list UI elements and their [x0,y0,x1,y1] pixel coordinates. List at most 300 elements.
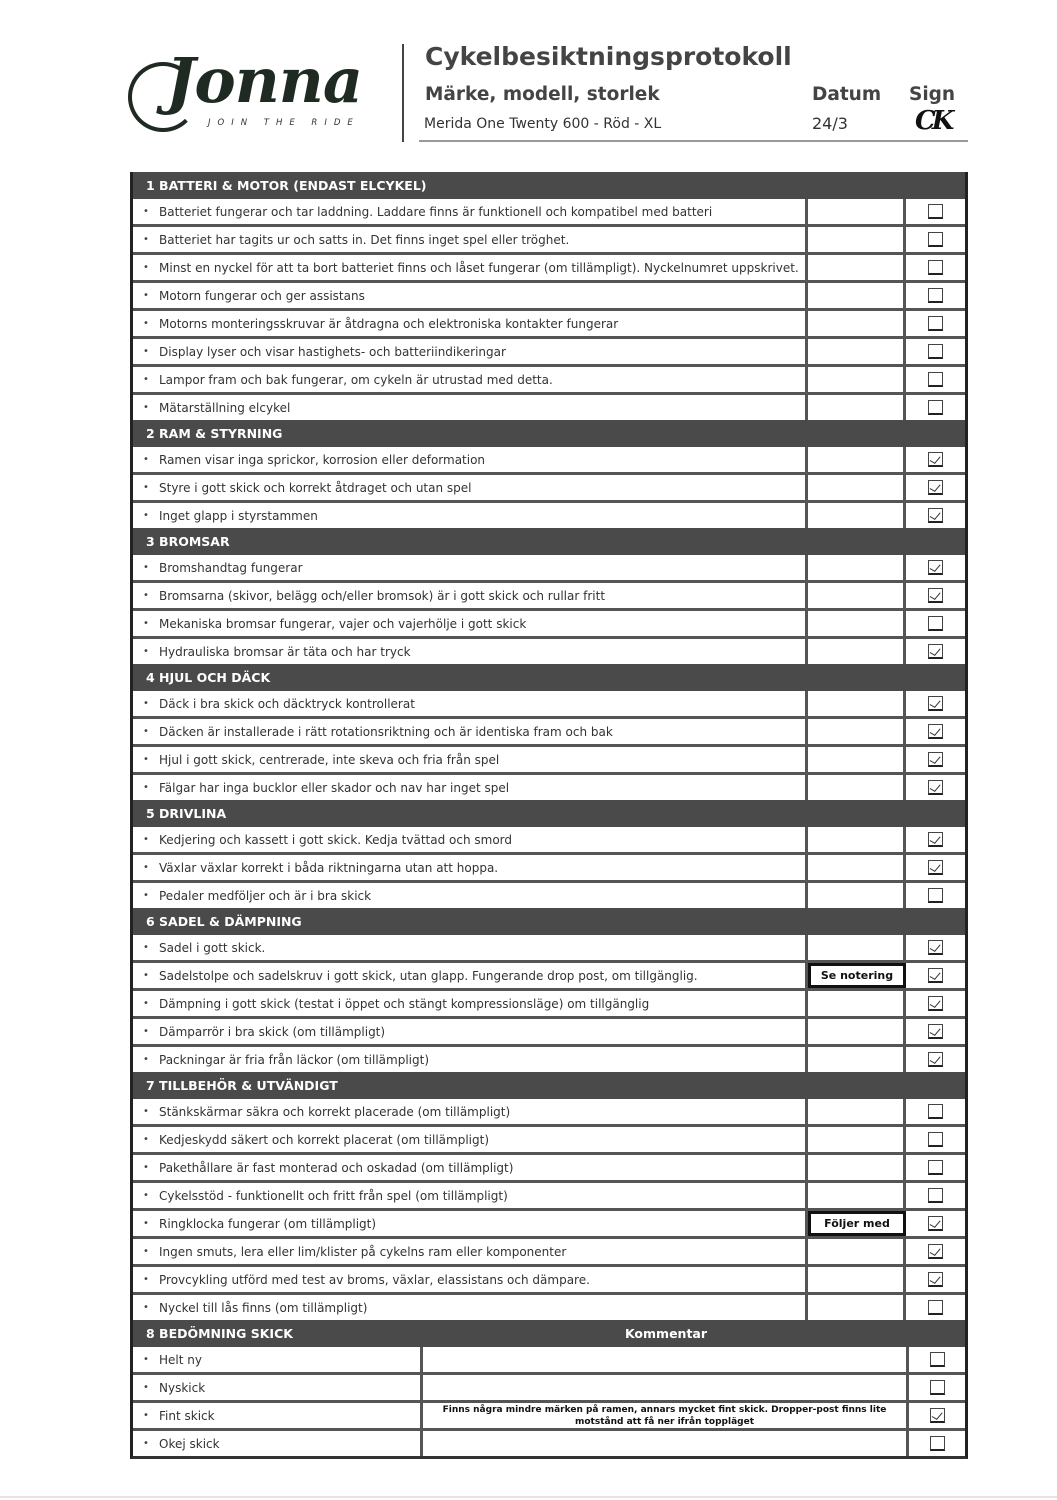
item-check-cell [906,1267,965,1292]
item-note[interactable] [808,447,906,472]
checkbox-icon[interactable] [930,1436,945,1451]
checked-checkbox-icon[interactable] [928,780,943,795]
item-text: Provcykling utförd med test av broms, växlar, elassistans och dämpare. [159,1272,590,1287]
item-text: Däck i bra skick och däcktryck kontrollerat [159,696,415,711]
assessment-row [133,1372,965,1400]
brand-value: Merida One Twenty 600 - Röd - XL [424,116,662,132]
item-text: Nyckel till lås finns (om tillämpligt) [159,1300,368,1315]
item-text: Minst en nyckel för att ta bort batteriet finns och låset fungerar (om tillämpligt). Nyckelnumret uppskrivet. [159,260,799,275]
item-text: Batteriet fungerar och tar laddning. Laddare finns är funktionell och kompatibel med batteri [159,204,713,219]
checklist-row [133,364,965,392]
item-description [133,1019,808,1044]
item-note[interactable] [808,855,906,880]
bullet-icon: • [143,1218,149,1229]
item-check-cell [906,555,965,580]
item-description [133,883,808,908]
bullet-icon: • [143,1302,149,1313]
bullet-icon: • [143,1190,149,1201]
checkbox-icon[interactable] [928,232,943,247]
bullet-icon: • [143,1054,149,1065]
bullet-icon: • [143,834,149,845]
logo-wordmark: Jonna [166,44,363,117]
checkbox-icon[interactable] [928,1160,943,1175]
header-divider [402,44,404,142]
checked-checkbox-icon[interactable] [928,560,943,575]
item-note[interactable] [808,691,906,716]
item-description [133,1375,423,1400]
item-check-cell [906,775,965,800]
item-note[interactable] [808,555,906,580]
item-check-cell [906,367,965,392]
checklist-row [133,280,965,308]
bullet-icon: • [143,1382,149,1393]
logo [128,42,383,142]
checkbox-icon[interactable] [928,1104,943,1119]
item-text: Fint skick [159,1408,215,1423]
date-value: 24/3 [812,114,848,133]
section-title: 5 DRIVLINA [146,806,227,821]
checklist-row [133,472,965,500]
comment-field[interactable]: Finns några mindre märken på ramen, annars mycket fint skick. Dropper-post finns lite motstånd att få ner ifrån toppläget [423,1403,909,1428]
item-description [133,339,808,364]
item-note[interactable] [808,935,906,960]
checked-checkbox-icon[interactable] [928,832,943,847]
item-text: Lampor fram och bak fungerar, om cykeln är utrustad med detta. [159,372,553,387]
item-description [133,719,808,744]
checked-checkbox-icon[interactable] [928,860,943,875]
checklist-row [133,580,965,608]
checklist-row [133,1016,965,1044]
bullet-icon: • [143,262,149,273]
checkbox-icon[interactable] [930,1352,945,1367]
bullet-icon: • [143,346,149,357]
section-header [133,172,965,199]
item-text: Stänkskärmar säkra och korrekt placerade (om tillämpligt) [159,1104,511,1119]
item-text: Display lyser och visar hastighets- och batteriindikeringar [159,344,506,359]
item-description [133,747,808,772]
item-text: Hjul i gott skick, centrerade, inte skeva och fria från spel [159,752,500,767]
section-header [133,800,965,827]
item-note[interactable] [808,611,906,636]
checklist-row [133,1236,965,1264]
bullet-icon: • [143,1162,149,1173]
bullet-icon: • [143,970,149,981]
bullet-icon: • [143,402,149,413]
bullet-icon: • [143,1106,149,1117]
bullet-icon: • [143,1354,149,1365]
item-text: Inget glapp i styrstammen [159,508,318,523]
checklist-row [133,199,965,224]
bullet-icon: • [143,234,149,245]
item-check-cell [906,395,965,420]
assessment-row [133,1400,965,1428]
checkbox-icon[interactable] [928,372,943,387]
signature: CK [915,106,951,136]
bullet-icon: • [143,510,149,521]
checklist-row [133,392,965,420]
checked-checkbox-icon[interactable] [928,1244,943,1259]
checked-checkbox-icon[interactable] [928,996,943,1011]
item-description [133,199,808,224]
checkbox-icon[interactable] [928,316,943,331]
item-description [133,555,808,580]
bullet-icon: • [143,562,149,573]
checkbox-icon[interactable] [928,260,943,275]
item-check-cell [906,583,965,608]
checklist-row [133,500,965,528]
item-text: Hydrauliska bromsar är täta och har tryck [159,644,411,659]
item-description [133,855,808,880]
header-underline [419,140,968,142]
item-text: Kedjeskydd säkert och korrekt placerat (om tillämpligt) [159,1132,489,1147]
item-description [133,1211,808,1236]
checklist-row [133,852,965,880]
bullet-icon: • [143,618,149,629]
checked-checkbox-icon[interactable] [928,696,943,711]
item-check-cell [909,1375,965,1400]
item-text: Dämparrör i bra skick (om tillämpligt) [159,1024,386,1039]
section-header [133,1320,965,1347]
checkbox-icon[interactable] [928,400,943,415]
item-check-cell [906,1211,965,1236]
item-note[interactable] [808,1183,906,1208]
item-check-cell [906,339,965,364]
bullet-icon: • [143,726,149,737]
item-check-cell [906,311,965,336]
checklist-row [133,827,965,852]
bullet-icon: • [143,698,149,709]
item-check-cell [906,719,965,744]
item-text: Ramen visar inga sprickor, korrosion eller deformation [159,452,486,467]
item-check-cell [906,1295,965,1320]
checked-checkbox-icon[interactable] [928,1024,943,1039]
item-check-cell [906,1155,965,1180]
bullet-icon: • [143,646,149,657]
checkbox-icon[interactable] [928,1188,943,1203]
item-note[interactable] [808,1099,906,1124]
item-check-cell [906,611,965,636]
section-header [133,908,965,935]
checkbox-icon[interactable] [930,1380,945,1395]
section-title: 2 RAM & STYRNING [146,426,283,441]
item-note[interactable] [808,1239,906,1264]
bullet-icon: • [143,782,149,793]
item-description [133,1239,808,1264]
item-description [133,1047,808,1072]
checked-checkbox-icon[interactable] [930,1408,945,1423]
item-check-cell [906,935,965,960]
item-check-cell [906,747,965,772]
assessment-row [133,1428,965,1456]
checked-checkbox-icon[interactable] [928,1272,943,1287]
bullet-icon: • [143,890,149,901]
item-note[interactable]: Följer med [808,1211,906,1236]
item-description [133,935,808,960]
item-check-cell [906,475,965,500]
item-text: Sadel i gott skick. [159,940,266,955]
checklist-row [133,447,965,472]
bullet-icon: • [143,1410,149,1421]
bullet-icon: • [143,862,149,873]
item-text: Okej skick [159,1436,220,1451]
section-title: 7 TILLBEHÖR & UTVÄNDIGT [146,1078,338,1093]
item-text: Batteriet har tagits ur och satts in. Det finns inget spel eller tröghet. [159,232,570,247]
item-note[interactable] [808,1019,906,1044]
item-description [133,583,808,608]
item-description [133,827,808,852]
checklist-row [133,880,965,908]
bullet-icon: • [143,1274,149,1285]
item-text: Ringklocka fungerar (om tillämpligt) [159,1216,377,1231]
item-note[interactable] [808,1047,906,1072]
item-description [133,611,808,636]
item-note[interactable] [808,1155,906,1180]
comment-header: Kommentar [624,1326,708,1341]
sign-label: Sign [909,84,956,105]
section-title: 4 HJUL OCH DÄCK [146,670,271,685]
item-check-cell [906,199,965,224]
checklist-row [133,608,965,636]
item-text: Pedaler medföljer och är i bra skick [159,888,372,903]
checkbox-icon[interactable] [928,1132,943,1147]
item-note[interactable]: Se notering [808,963,906,988]
item-text: Pakethållare är fast monterad och oskadad (om tillämpligt) [159,1160,514,1175]
bullet-icon: • [143,374,149,385]
checked-checkbox-icon[interactable] [928,1052,943,1067]
checklist-row [133,1292,965,1320]
item-check-cell [906,855,965,880]
checked-checkbox-icon[interactable] [928,644,943,659]
item-check-cell [906,1047,965,1072]
item-text: Helt ny [159,1352,202,1367]
checked-checkbox-icon[interactable] [928,508,943,523]
item-description [133,1295,808,1320]
item-check-cell [906,503,965,528]
item-note[interactable] [808,1127,906,1152]
checklist-row [133,1124,965,1152]
bullet-icon: • [143,754,149,765]
item-text: Cykelsstöd - funktionellt och fritt från spel (om tillämpligt) [159,1188,508,1203]
item-description [133,963,808,988]
checkbox-icon[interactable] [928,344,943,359]
item-check-cell [906,1183,965,1208]
item-text: Packningar är fria från läckor (om tillämpligt) [159,1052,430,1067]
checked-checkbox-icon[interactable] [928,588,943,603]
item-note[interactable] [808,883,906,908]
item-note[interactable] [808,1295,906,1320]
item-note[interactable] [808,991,906,1016]
section-title: 3 BROMSAR [146,534,230,549]
comment-field[interactable] [423,1431,909,1456]
item-check-cell [906,639,965,664]
item-check-cell [906,1127,965,1152]
item-note[interactable] [808,827,906,852]
item-text: Motorn fungerar och ger assistans [159,288,365,303]
item-check-cell [906,883,965,908]
page-bottom-edge [0,1496,1057,1498]
bullet-icon: • [143,318,149,329]
bullet-icon: • [143,1026,149,1037]
checked-checkbox-icon[interactable] [928,452,943,467]
item-description [133,1431,423,1456]
bullet-icon: • [143,590,149,601]
item-text: Fälgar har inga bucklor eller skador och nav har inget spel [159,780,510,795]
item-note[interactable] [808,475,906,500]
item-note[interactable] [808,775,906,800]
item-check-cell [909,1347,965,1372]
item-description [133,691,808,716]
item-description [133,1099,808,1124]
item-note[interactable] [808,255,906,280]
section-header [133,420,965,447]
item-check-cell [906,255,965,280]
bullet-icon: • [143,998,149,1009]
item-note[interactable] [808,339,906,364]
item-description [133,1155,808,1180]
checklist-table [130,172,968,1459]
checklist-row [133,308,965,336]
item-description [133,639,808,664]
checklist-row [133,988,965,1016]
checkbox-icon[interactable] [928,288,943,303]
checklist-row [133,716,965,744]
item-text: Däcken är installerade i rätt rotationsriktning och är identiska fram och bak [159,724,613,739]
item-description [133,1347,423,1372]
logo-tagline: JOIN THE RIDE [208,118,360,128]
checked-checkbox-icon[interactable] [928,940,943,955]
item-text: Dämpning i gott skick (testat i öppet och stängt kompressionsläge) om tillgänglig [159,996,650,1011]
comment-field[interactable] [423,1347,909,1372]
checked-checkbox-icon[interactable] [928,724,943,739]
item-description [133,367,808,392]
checklist-row [133,555,965,580]
checkbox-icon[interactable] [928,1300,943,1315]
section-title: 6 SADEL & DÄMPNING [146,914,302,929]
item-note[interactable] [808,367,906,392]
item-note[interactable] [808,503,906,528]
item-description [133,1403,423,1428]
item-check-cell [906,227,965,252]
checklist-row [133,691,965,716]
checklist-row [133,1152,965,1180]
item-text: Sadelstolpe och sadelskruv i gott skick, utan glapp. Fungerande drop post, om tillgänglig. [159,968,698,983]
section-title: 1 BATTERI & MOTOR (ENDAST ELCYKEL) [146,178,427,193]
item-text: Bromshandtag fungerar [159,560,303,575]
assessment-row [133,1347,965,1372]
item-text: Nyskick [159,1380,206,1395]
comment-field[interactable] [423,1375,909,1400]
item-text: Växlar växlar korrekt i båda riktningarna utan att hoppa. [159,860,499,875]
item-check-cell [906,1239,965,1264]
checked-checkbox-icon[interactable] [928,752,943,767]
bullet-icon: • [143,454,149,465]
checkbox-icon[interactable] [928,204,943,219]
item-description [133,1267,808,1292]
checklist-row [133,1044,965,1072]
item-note[interactable] [808,283,906,308]
item-note[interactable] [808,639,906,664]
section-title: 8 BEDÖMNING SKICK [146,1326,293,1341]
item-description [133,1183,808,1208]
checklist-row [133,224,965,252]
item-description [133,991,808,1016]
checklist-row [133,772,965,800]
item-note[interactable] [808,395,906,420]
checked-checkbox-icon[interactable] [928,968,943,983]
section-header [133,664,965,691]
item-check-cell [909,1431,965,1456]
item-description [133,283,808,308]
item-check-cell [906,691,965,716]
item-text: Styre i gott skick och korrekt åtdraget och utan spel [159,480,472,495]
bullet-icon: • [143,290,149,301]
item-note[interactable] [808,1267,906,1292]
bullet-icon: • [143,942,149,953]
item-note[interactable] [808,227,906,252]
item-description [133,775,808,800]
item-description [133,395,808,420]
item-note[interactable] [808,311,906,336]
checkbox-icon[interactable] [928,616,943,631]
checked-checkbox-icon[interactable] [928,480,943,495]
item-description [133,255,808,280]
item-note[interactable] [808,747,906,772]
date-label: Datum [812,84,882,105]
item-text: Mekaniska bromsar fungerar, vajer och vajerhölje i gott skick [159,616,527,631]
brand-label: Märke, modell, storlek [425,84,660,105]
item-check-cell [906,827,965,852]
checklist-row [133,252,965,280]
item-text: Ingen smuts, lera eller lim/klister på cykelns ram eller komponenter [159,1244,567,1259]
item-text: Kedjering och kassett i gott skick. Kedja tvättad och smord [159,832,513,847]
item-text: Mätarställning elcykel [159,400,291,415]
bullet-icon: • [143,1134,149,1145]
checklist-row [133,336,965,364]
item-check-cell [906,991,965,1016]
checklist-row [133,1264,965,1292]
section-header [133,1072,965,1099]
page-title: Cykelbesiktningsprotokoll [425,42,792,71]
bullet-icon: • [143,1438,149,1449]
item-note[interactable] [808,583,906,608]
item-note[interactable] [808,719,906,744]
bullet-icon: • [143,1246,149,1257]
checkbox-icon[interactable] [928,888,943,903]
checklist-row [133,960,965,988]
bullet-icon: • [143,482,149,493]
item-text: Bromsarna (skivor, belägg och/eller bromsok) är i gott skick och rullar fritt [159,588,606,603]
item-description [133,475,808,500]
checked-checkbox-icon[interactable] [928,1216,943,1231]
item-check-cell [906,283,965,308]
item-check-cell [909,1403,965,1428]
item-check-cell [906,1019,965,1044]
checklist-row [133,935,965,960]
bullet-icon: • [143,206,149,217]
item-check-cell [906,1099,965,1124]
item-note[interactable] [808,199,906,224]
item-description [133,447,808,472]
item-description [133,227,808,252]
checklist-row [133,1208,965,1236]
item-check-cell [906,447,965,472]
item-check-cell [906,963,965,988]
checklist-row [133,636,965,664]
item-text: Motorns monteringsskruvar är åtdragna och elektroniska kontakter fungerar [159,316,619,331]
item-description [133,311,808,336]
section-header [133,528,965,555]
checklist-row [133,1099,965,1124]
